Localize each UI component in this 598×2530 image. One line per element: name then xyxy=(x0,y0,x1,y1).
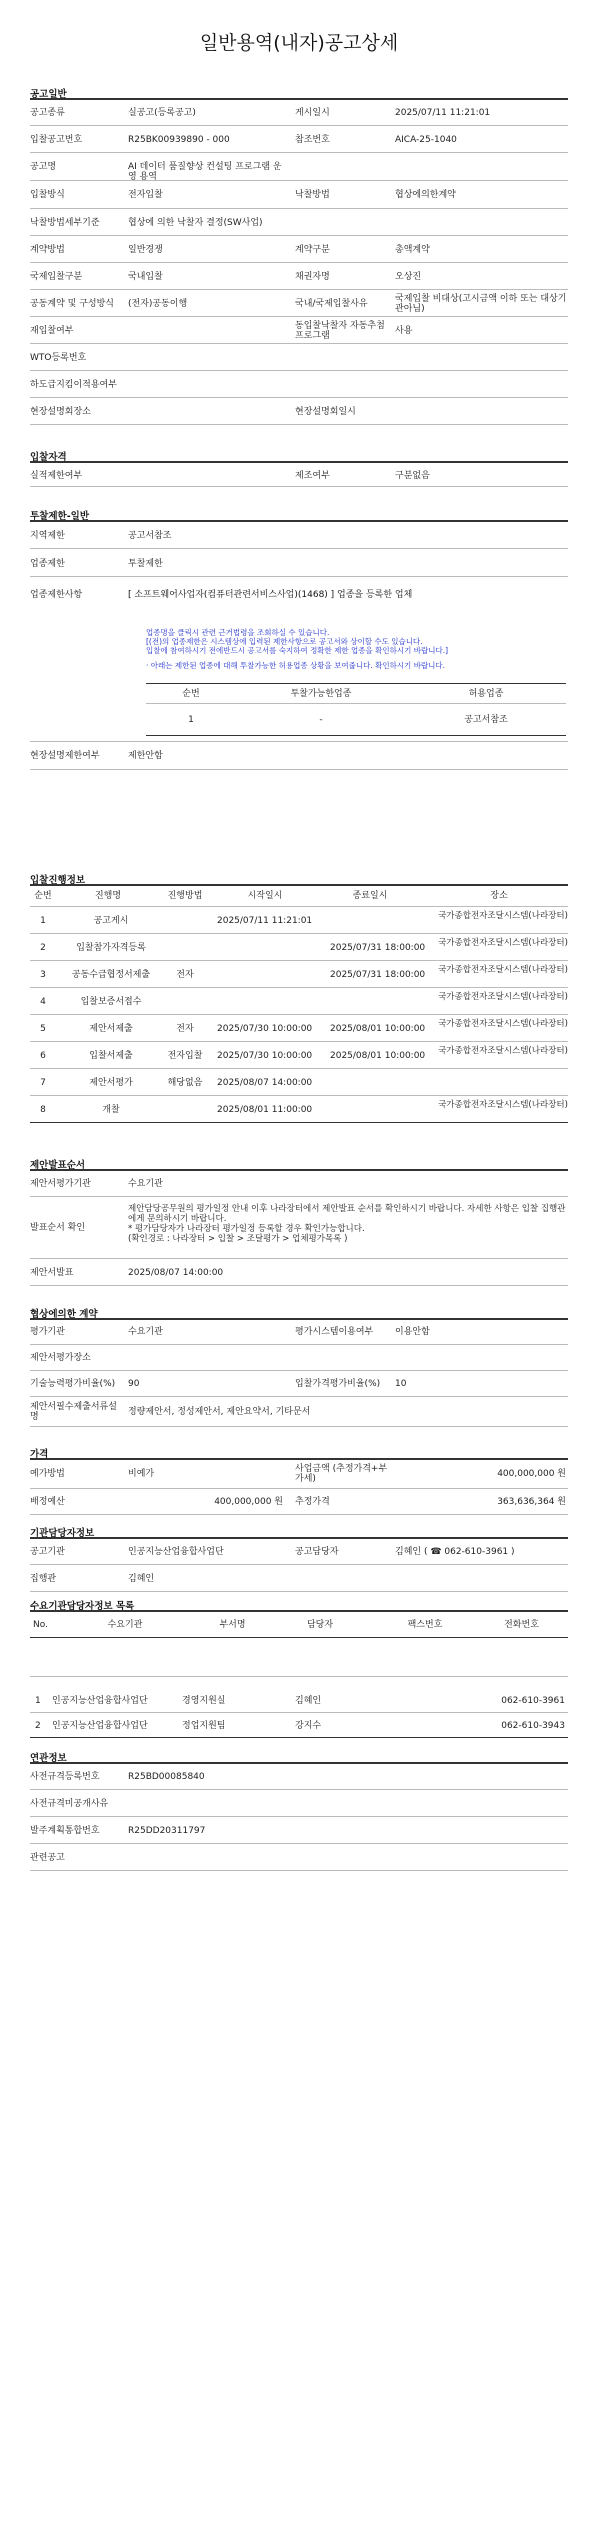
cell-value: 김혜인 ( ☎ 062-610-3961 ) xyxy=(395,1547,515,1557)
col-header: 허용업종 xyxy=(468,689,504,699)
section-title-price: 가격 xyxy=(30,1449,49,1460)
cell-value: 협상에의한계약 xyxy=(395,190,456,200)
page-title: 일반용역(내자)공고상세 xyxy=(199,32,399,54)
cell-label: 공고종류 xyxy=(30,108,65,118)
table-cell: 전자입찰 xyxy=(167,1051,203,1061)
site-limit-row xyxy=(30,742,568,770)
divider xyxy=(30,1676,568,1677)
notice-line: [(전)의 업종제한은 시스템상에 입력된 제한사항으로 공고서와 상이할 수도 있습니다. xyxy=(146,637,423,646)
cell-label: 입찰공고번호 xyxy=(30,135,83,145)
cell-label: 지역제한 xyxy=(30,531,65,541)
divider xyxy=(146,703,566,704)
table-cell: 전자 xyxy=(176,970,194,980)
cell-label: 제안서평가기관 xyxy=(30,1179,91,1189)
proposal-date-row xyxy=(30,1259,568,1286)
cell-value: 수요기관 xyxy=(128,1179,163,1189)
cell-value: 총액계약 xyxy=(395,245,430,255)
cell-label: 국내/국제입찰사유 xyxy=(295,299,368,309)
section-title-qualification: 입찰자격 xyxy=(30,452,67,463)
section-title-proposal: 제안발표순서 xyxy=(30,1160,86,1171)
cell-label: 집행관 xyxy=(30,1574,57,1584)
table-cell: 5 xyxy=(40,1024,46,1034)
cell-value: AI 데이터 품질향상 컨설팅 프로그램 운영 용역 xyxy=(128,162,282,182)
general-row xyxy=(30,371,568,398)
table-cell: 제안서평가 xyxy=(89,1078,133,1088)
col-header: 진행방법 xyxy=(167,891,203,901)
order-note xyxy=(128,1204,568,1244)
cell-value: 김혜인 xyxy=(128,1574,155,1584)
table-cell: 강지수 xyxy=(295,1721,322,1731)
table-cell: 8 xyxy=(40,1105,46,1115)
col-header: 시작일시 xyxy=(247,891,283,901)
cell-value: 2025/07/11 11:21:01 xyxy=(395,108,491,118)
table-cell: 2025/08/01 11:00:00 xyxy=(217,1105,313,1115)
cell-value: 실공고(등록공고) xyxy=(128,108,196,118)
cell-value: 구분없음 xyxy=(395,471,430,481)
col-header: 팩스번호 xyxy=(407,1620,443,1630)
cell-label: 업종제한사항 xyxy=(30,590,83,600)
table-cell: 전자 xyxy=(176,1024,194,1034)
cell-label: 공고담당자 xyxy=(295,1547,339,1557)
progress-row xyxy=(30,1096,568,1123)
table-cell: - xyxy=(319,715,323,725)
limit-region-row xyxy=(30,521,568,549)
proposal-order-row xyxy=(30,1197,568,1259)
cell-label: 낙찰방법세부기준 xyxy=(30,218,100,228)
cell-value: 전자입찰 xyxy=(128,190,163,200)
table-cell: 1 xyxy=(35,1696,41,1706)
table-cell: 해당없음 xyxy=(167,1078,203,1088)
cell-value: 2025/08/07 14:00:00 xyxy=(128,1268,224,1278)
order-note-line: * 평가담당자가 나라장터 평가일정 등록할 경우 확인가능합니다. xyxy=(128,1224,365,1234)
cell-label: 추정가격 xyxy=(295,1497,330,1507)
cell-value: R25BK00939890 - 000 xyxy=(128,135,230,145)
section-title-limit: 투찰제한-일반 xyxy=(30,511,90,522)
table-cell: 2025/07/11 11:21:01 xyxy=(217,916,313,926)
general-row xyxy=(30,126,568,153)
cell-label: 게시일시 xyxy=(295,108,330,118)
section-title-related: 연관정보 xyxy=(30,1753,67,1764)
table-cell: 062-610-3961 xyxy=(501,1696,565,1706)
table-cell: 국가종합전자조달시스템(나라장터) xyxy=(438,1019,568,1029)
table-cell: 2 xyxy=(40,943,46,953)
notice-line: · 아래는 제한된 업종에 대해 투찰가능한 허용업종 상황을 보여줍니다. 확인하시기 바랍니다. xyxy=(146,661,446,670)
cell-value: 투찰제한 xyxy=(128,559,163,569)
cell-label: 예가방법 xyxy=(30,1469,65,1479)
notice-line: 입찰에 참여하시기 전에반드시 공고서를 숙지하여 정확한 제한 업종을 확인하시기 바랍니다.] xyxy=(146,646,449,655)
cell-value: AICA-25-1040 xyxy=(395,135,457,145)
negotiated-docs-row xyxy=(30,1397,568,1427)
limit-industry-row xyxy=(30,549,568,577)
cell-label: 업종제한 xyxy=(30,559,65,569)
col-header: 장소 xyxy=(490,891,508,901)
cell-label: 제안서필수제출서류설명 xyxy=(30,1402,117,1422)
progress-row xyxy=(30,988,568,1015)
cell-label: 국제입찰구분 xyxy=(30,272,83,282)
cell-value: 협상에 의한 낙찰자 결정(SW사업) xyxy=(128,218,263,228)
table-cell: 국가종합전자조달시스템(나라장터) xyxy=(438,938,568,948)
col-header: 담당자 xyxy=(306,1620,334,1630)
table-cell: 2025/08/07 14:00:00 xyxy=(217,1078,313,1088)
table-cell: 인공지능산업융합사업단 xyxy=(52,1696,148,1706)
cell-value: 오상진 xyxy=(395,272,422,282)
table-cell: 3 xyxy=(40,970,46,980)
cell-label: 발주계획통합번호 xyxy=(30,1826,100,1836)
table-cell: 입찰참가자격등록 xyxy=(76,943,146,953)
cell-value: 인공지능산업융합사업단 xyxy=(128,1547,224,1557)
cell-label: 입찰가격평가비율(%) xyxy=(295,1379,381,1389)
industry-detail-link[interactable]: [ 소프트웨어사업자(컴퓨터관련서비스사업)(1468) ] 업종을 등록한 업체 xyxy=(128,590,413,600)
cell-value: (전자)공동이행 xyxy=(128,299,188,309)
col-header: 투찰가능한업종 xyxy=(290,689,352,699)
cell-value: 363,636,364 원 xyxy=(497,1497,566,1507)
table-cell: 제안서제출 xyxy=(89,1024,133,1034)
cell-value: R25BD00085840 xyxy=(128,1772,205,1782)
related-row xyxy=(30,1763,568,1790)
table-cell: 국가종합전자조달시스템(나라장터) xyxy=(438,992,568,1002)
general-row xyxy=(30,398,568,425)
table-cell: 공동수급협정서제출 xyxy=(71,970,151,980)
table-cell: 2025/07/30 10:00:00 xyxy=(217,1024,313,1034)
cell-value: 400,000,000 원 xyxy=(497,1469,566,1479)
progress-row xyxy=(30,1069,568,1096)
cell-value: 비예가 xyxy=(128,1469,155,1479)
table-cell: 공고게시 xyxy=(93,916,129,926)
section-title-general: 공고일반 xyxy=(30,89,67,100)
cell-label: 배정예산 xyxy=(30,1497,65,1507)
table-cell: 062-610-3943 xyxy=(501,1721,565,1731)
general-row xyxy=(30,344,568,371)
demand-row xyxy=(30,1688,568,1713)
table-cell: 국가종합전자조달시스템(나라장터) xyxy=(438,965,568,975)
cell-label: 평가시스템이용여부 xyxy=(295,1327,374,1337)
agency-notice-row xyxy=(30,1538,568,1565)
cell-value: 사용 xyxy=(395,326,413,336)
table-cell: 개찰 xyxy=(102,1105,120,1115)
table-cell: 4 xyxy=(40,997,46,1007)
negotiated-eval-row xyxy=(30,1319,568,1345)
table-cell: 1 xyxy=(40,916,46,926)
cell-label: 현장설명회장소 xyxy=(30,407,91,417)
cell-label: 현장설명회일시 xyxy=(295,407,356,417)
cell-value: 10 xyxy=(395,1379,407,1389)
cell-label: 입찰방식 xyxy=(30,190,65,200)
cell-value: 일반경쟁 xyxy=(128,245,163,255)
order-note-line: 제안담당공무원의 평가일정 안내 이후 나라장터에서 제안발표 순서를 확인하시기 바랍니다. 자세한 사항은 입찰 집행관에게 문의하시기 바랍니다. xyxy=(128,1204,566,1224)
section-title-negotiated: 협상에의한 계약 xyxy=(30,1309,98,1320)
cell-value: 400,000,000 원 xyxy=(214,1497,283,1507)
table-cell: 정업지원팀 xyxy=(182,1721,226,1731)
cell-value: 수요기관 xyxy=(128,1327,163,1337)
industry-notice xyxy=(146,628,566,670)
qualification-row xyxy=(30,462,568,487)
general-row xyxy=(30,181,568,209)
table-cell: 국가종합전자조달시스템(나라장터) xyxy=(438,1046,568,1056)
cell-label: 재입찰여부 xyxy=(30,326,74,336)
section-title-progress: 입찰진행정보 xyxy=(30,875,86,886)
cell-value: R25DD20311797 xyxy=(128,1826,206,1836)
cell-value: 공고서참조 xyxy=(128,531,172,541)
col-header: 진행명 xyxy=(94,891,122,901)
col-header: 순번 xyxy=(182,689,200,699)
general-row xyxy=(30,317,568,344)
cell-label: 사전규격미공개사유 xyxy=(30,1799,109,1809)
progress-row xyxy=(30,1015,568,1042)
cell-label: 공고명 xyxy=(30,162,57,172)
cell-value: 이용안함 xyxy=(395,1327,430,1337)
divider xyxy=(146,735,566,736)
table-cell: 국가종합전자조달시스템(나라장터) xyxy=(438,911,568,921)
negotiated-ratio-row xyxy=(30,1371,568,1397)
table-cell: 입찰서제출 xyxy=(89,1051,133,1061)
col-header: No. xyxy=(33,1620,48,1630)
cell-label: 사업금액 (추정가격+부가세) xyxy=(295,1464,388,1484)
table-cell: 인공지능산업융합사업단 xyxy=(52,1721,148,1731)
cell-label: 제조여부 xyxy=(295,471,330,481)
cell-value: 제한안함 xyxy=(128,751,163,761)
cell-label: 공동계약 및 구성방식 xyxy=(30,299,114,309)
cell-value: 국제입찰 비대상(고시금액 이하 또는 대상기관아님) xyxy=(395,294,567,314)
table-cell: 2025/07/31 18:00:00 xyxy=(330,943,426,953)
cell-label: 사전규격등록번호 xyxy=(30,1772,100,1782)
cell-value: 국내입찰 xyxy=(128,272,163,282)
table-cell: 2 xyxy=(35,1721,41,1731)
cell-value: 정량제안서, 정성제안서, 제안요약서, 기타문서 xyxy=(128,1407,311,1417)
proposal-institution-row xyxy=(30,1170,568,1197)
col-header: 전화번호 xyxy=(504,1620,539,1630)
cell-label: 실적제한여부 xyxy=(30,471,83,481)
general-row xyxy=(30,153,568,181)
agency-officer-row xyxy=(30,1565,568,1592)
cell-label: 기술능력평가비율(%) xyxy=(30,1379,116,1389)
general-row xyxy=(30,209,568,236)
table-cell: 2025/08/01 10:00:00 xyxy=(330,1051,426,1061)
table-cell: 입찰보증서접수 xyxy=(80,997,142,1007)
cell-label: 낙찰방법 xyxy=(295,190,330,200)
general-row xyxy=(30,290,568,317)
cell-label: 동입찰낙찰자 자동추첨 프로그램 xyxy=(295,321,385,341)
col-header: 종료일시 xyxy=(352,891,388,901)
col-header: 부서명 xyxy=(219,1620,246,1630)
cell-label: 제안서평가장소 xyxy=(30,1353,91,1363)
progress-header-row xyxy=(30,885,568,907)
notice-line: 업종명을 클릭시 관련 근거법령을 조회하실 수 있습니다. xyxy=(146,628,330,637)
price-method-row xyxy=(30,1459,568,1489)
progress-row xyxy=(30,907,568,934)
cell-label: 참조번호 xyxy=(295,135,330,145)
price-budget-row xyxy=(30,1489,568,1515)
table-cell: 2025/08/01 10:00:00 xyxy=(330,1024,426,1034)
table-cell: 1 xyxy=(188,715,194,725)
section-title-agency: 기관담당자정보 xyxy=(30,1528,95,1539)
table-cell: 2025/07/30 10:00:00 xyxy=(217,1051,313,1061)
general-row xyxy=(30,263,568,290)
allowed-industry-table xyxy=(146,683,566,735)
table-cell: 공고서참조 xyxy=(464,715,508,725)
table-cell: 국가종합전자조달시스템(나라장터) xyxy=(438,1100,568,1110)
cell-label: 관련공고 xyxy=(30,1853,65,1863)
progress-row xyxy=(30,934,568,961)
section-title-demand: 수요기관담당자정보 목록 xyxy=(30,1601,135,1612)
cell-label: 평가기관 xyxy=(30,1327,65,1337)
general-row xyxy=(30,99,568,126)
order-note-line: (확인경로 : 나라장터 > 입찰 > 조달평가 > 업체평가목록 ) xyxy=(128,1234,348,1244)
col-header: 수요기관 xyxy=(107,1620,143,1630)
cell-label: 제안서발표 xyxy=(30,1268,74,1278)
table-cell: 2025/07/31 18:00:00 xyxy=(330,970,426,980)
cell-label: 계약방법 xyxy=(30,245,65,255)
demand-row xyxy=(30,1713,568,1738)
cell-label: 발표순서 확인 xyxy=(30,1223,86,1233)
progress-row xyxy=(30,1042,568,1069)
related-row xyxy=(30,1844,568,1871)
cell-label: 계약구분 xyxy=(295,245,330,255)
table-cell: 7 xyxy=(40,1078,46,1088)
negotiated-place-row xyxy=(30,1345,568,1371)
related-row xyxy=(30,1790,568,1817)
general-row xyxy=(30,236,568,263)
demand-header-row xyxy=(30,1611,568,1638)
cell-label: WTO등록번호 xyxy=(30,353,87,363)
progress-row xyxy=(30,961,568,988)
related-row xyxy=(30,1817,568,1844)
cell-label: 하도급지킴이적용여부 xyxy=(30,380,117,390)
cell-label: 현장설명제한여부 xyxy=(30,751,100,761)
cell-label: 공고기관 xyxy=(30,1547,65,1557)
table-cell: 6 xyxy=(40,1051,46,1061)
table-cell: 김혜인 xyxy=(295,1696,322,1706)
cell-value: 90 xyxy=(128,1379,140,1389)
table-cell: 경영지원실 xyxy=(182,1696,226,1706)
col-header: 순번 xyxy=(34,891,52,901)
cell-label: 채권자명 xyxy=(295,272,330,282)
